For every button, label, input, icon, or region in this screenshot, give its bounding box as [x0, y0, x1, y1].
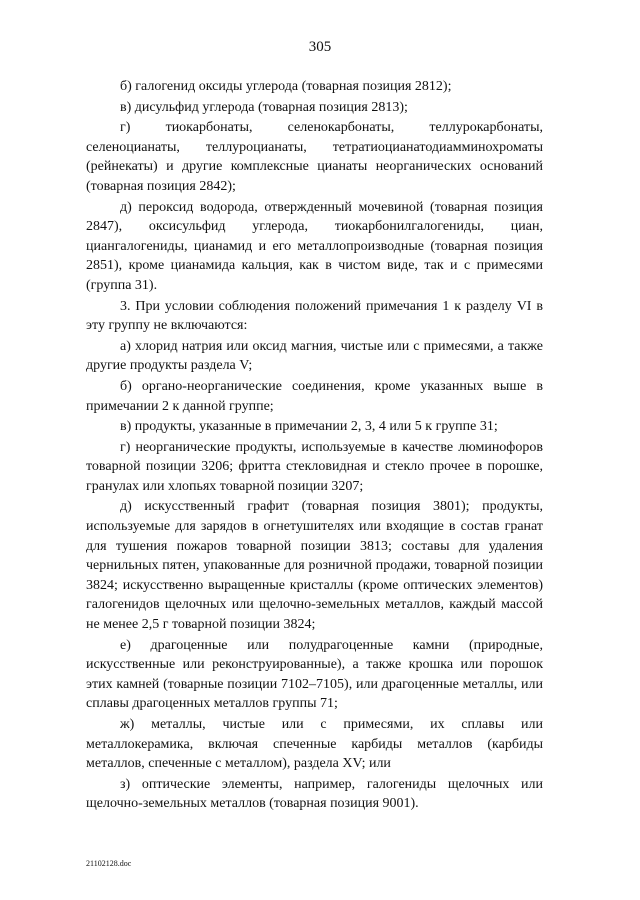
- paragraph: в) дисульфид углерода (товарная позиция 2813);: [120, 99, 408, 115]
- paragraph: ж) металлы, чистые или с примесями, их сплавы или металлокерамика, включая спеченные карбиды металлов (карбиды металлов, спеченные с металлом), раздела XV; или: [86, 717, 543, 772]
- paragraph: з) оптические элементы, например, галогениды щелочных или щелочно-земельных металлов (товарная позиция 9001).: [86, 776, 543, 812]
- paragraph: д) пероксид водорода, отвержденный мочевиной (товарная позиция 2847), оксисульфид углерода, тиокарбонилгалогениды, циан, циангалогениды, цианамид и его металлопроизводные (товарная позиция 2851), кроме цианамида кальция, как в чистом виде, так и с примесями (группа 31).: [86, 199, 543, 293]
- paragraph: б) органо-неорганические соединения, кроме указанных выше в примечании 2 к данной группе;: [86, 378, 543, 414]
- paragraph: 3. При условии соблюдения положений примечания 1 к разделу VI в эту группу не включаются:: [86, 298, 543, 334]
- paragraph: а) хлорид натрия или оксид магния, чистые или с примесями, а также другие продукты раздела V;: [86, 338, 543, 374]
- page-number: 305: [308, 39, 332, 55]
- paragraph: б) галогенид оксиды углерода (товарная позиция 2812);: [120, 79, 452, 94]
- document-body: [86, 77, 543, 815]
- footer-filename: 21102128.doc: [86, 859, 132, 868]
- paragraph: г) тиокарбонаты, селенокарбонаты, теллурокарбонаты, селеноцианаты, теллуроцианаты, тетратиоцианатодиамминохроматы (рейнекаты) и другие комплексные цианаты неорганических оснований (товарная позиция 2842);: [86, 120, 543, 194]
- paragraph: в) продукты, указанные в примечании 2, 3, 4 или 5 к группе 31;: [120, 419, 498, 435]
- paragraph: д) искусственный графит (товарная позиция 3801); продукты, используемые для зарядов в огнетушителях или входящие в состав гранат для тушения пожаров товарной позиции 3813; составы для удаления чернильных пятен, упакованные для розничной продажи, товарной позиции 3824; искусственно выращенные кристаллы (кроме оптических элементов) галогенидов щелочных или щелочно-земельных металлов, каждый массой не менее 2,5 г товарной позиции 3824;: [86, 499, 543, 633]
- paragraph: е) драгоценные или полудрагоценные камни (природные, искусственные или реконструированные), а также крошка или порошок этих камней (товарные позиции 7102–7105), или драгоценные металлы, или сплавы драгоценных металлов группы 71;: [86, 637, 543, 712]
- paragraph: г) неорганические продукты, используемые в качестве люминофоров товарной позиции 3206; фритта стекловидная и стекло прочее в порошке, гранулах или хлопьях товарной позиции 3207;: [86, 439, 543, 494]
